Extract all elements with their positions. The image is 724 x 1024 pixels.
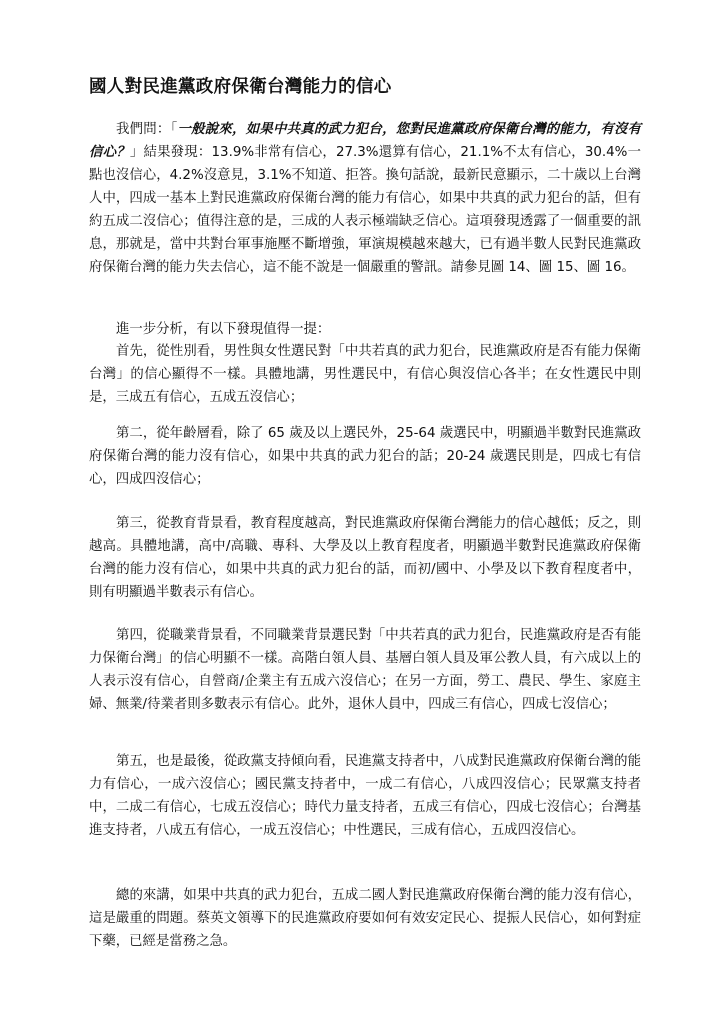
document-title: 國人對民進黨政府保衛台灣能力的信心: [89, 77, 392, 97]
paragraph-survey-question: [89, 118, 641, 279]
paragraph-occupation: 第四，從職業背景看，不同職業背景選民對「中共若真的武力犯台，民進黨政府是否有能力保衛台灣」的信心明顯不一樣。高階白領人員、基層白領人員及軍公教人員，有六成以上的人表示沒有信心，自營商/企業主有五成六沒信心；在另一方面，勞工、農民、學生、家庭主婦、無業/待業者則多數表示有信心。此外，退休人員中，四成三有信心，四成七沒信心；: [89, 628, 641, 712]
paragraph-party: 第五，也是最後，從政黨支持傾向看，民進黨支持者中，八成對民進黨政府保衛台灣的能力有信心，一成六沒信心；國民黨支持者中，一成二有信心，八成四沒信心；民眾黨支持者中，二成二有信心，七成五沒信心；時代力量支持者，五成三有信心，四成七沒信心；台灣基進支持者，八成五有信心，一成五沒信心；中性選民，三成有信心，五成四沒信心。: [89, 754, 641, 838]
paragraph-education: 第三，從教育背景看，教育程度越高，對民進黨政府保衛台灣能力的信心越低；反之，則越高。具體地講，高中/高職、專科、大學及以上教育程度者，明顯過半數對民進黨政府保衛台灣的能力沒有信心，如果中共真的武力犯台的話，而初/國中、小學及以下教育程度者中，則有明顯過半數表示有信心。: [89, 516, 641, 600]
paragraph-lead: 我們問：「: [116, 122, 178, 137]
paragraph-conclusion: 總的來講，如果中共真的武力犯台，五成二國人對民進黨政府保衛台灣的能力沒有信心，這是嚴重的問題。蔡英文領導下的民進黨政府要如何有效安定民心、提振人民信心，如何對症下藥，已經是當務之急。: [89, 888, 641, 949]
paragraph-results: 」結果發現：13.9%非常有信心，27.3%還算有信心，21.1%不太有信心，30.4%一點也沒信心，4.2%沒意見，3.1%不知道、拒答。換句話說，最新民意顯示，二十歲以上台灣人中，四成一基本上對民進黨政府保衛台灣的能力有信心，如果中共真的武力犯台的話，但有約五成二沒信心；值得注意的是，三成的人表示極端缺乏信心。這項發現透露了一個重要的訊息，那就是，當中共對台軍事施壓不斷增強，軍演規模越來越大，已有過半數人民對民進黨政府保衛台灣的能力失去信心，這不能不說是一個嚴重的警訊。請參見圖 14、圖 15、圖 16。: [89, 145, 642, 275]
paragraph-analysis-intro: 進一步分析，有以下發現值得一提：: [116, 322, 331, 337]
paragraph-gender: 首先，從性別看，男性與女性選民對「中共若真的武力犯台，民進黨政府是否有能力保衛台灣」的信心顯得不一樣。具體地講，男性選民中，有信心與沒信心各半；在女性選民中則是，三成五有信心，五成五沒信心；: [89, 344, 641, 405]
paragraph-age: 第二，從年齡層看，除了 65 歲及以上選民外，25-64 歲選民中，明顯過半數對民進黨政府保衛台灣的能力沒有信心，如果中共真的武力犯台的話；20-24 歲選民則是，四成七有信心，四成四沒信心；: [89, 426, 641, 487]
survey-question: 一般說來，如果中共真的武力犯台，您對民進黨政府保衛台灣的能力，有沒有信心？: [89, 122, 641, 160]
